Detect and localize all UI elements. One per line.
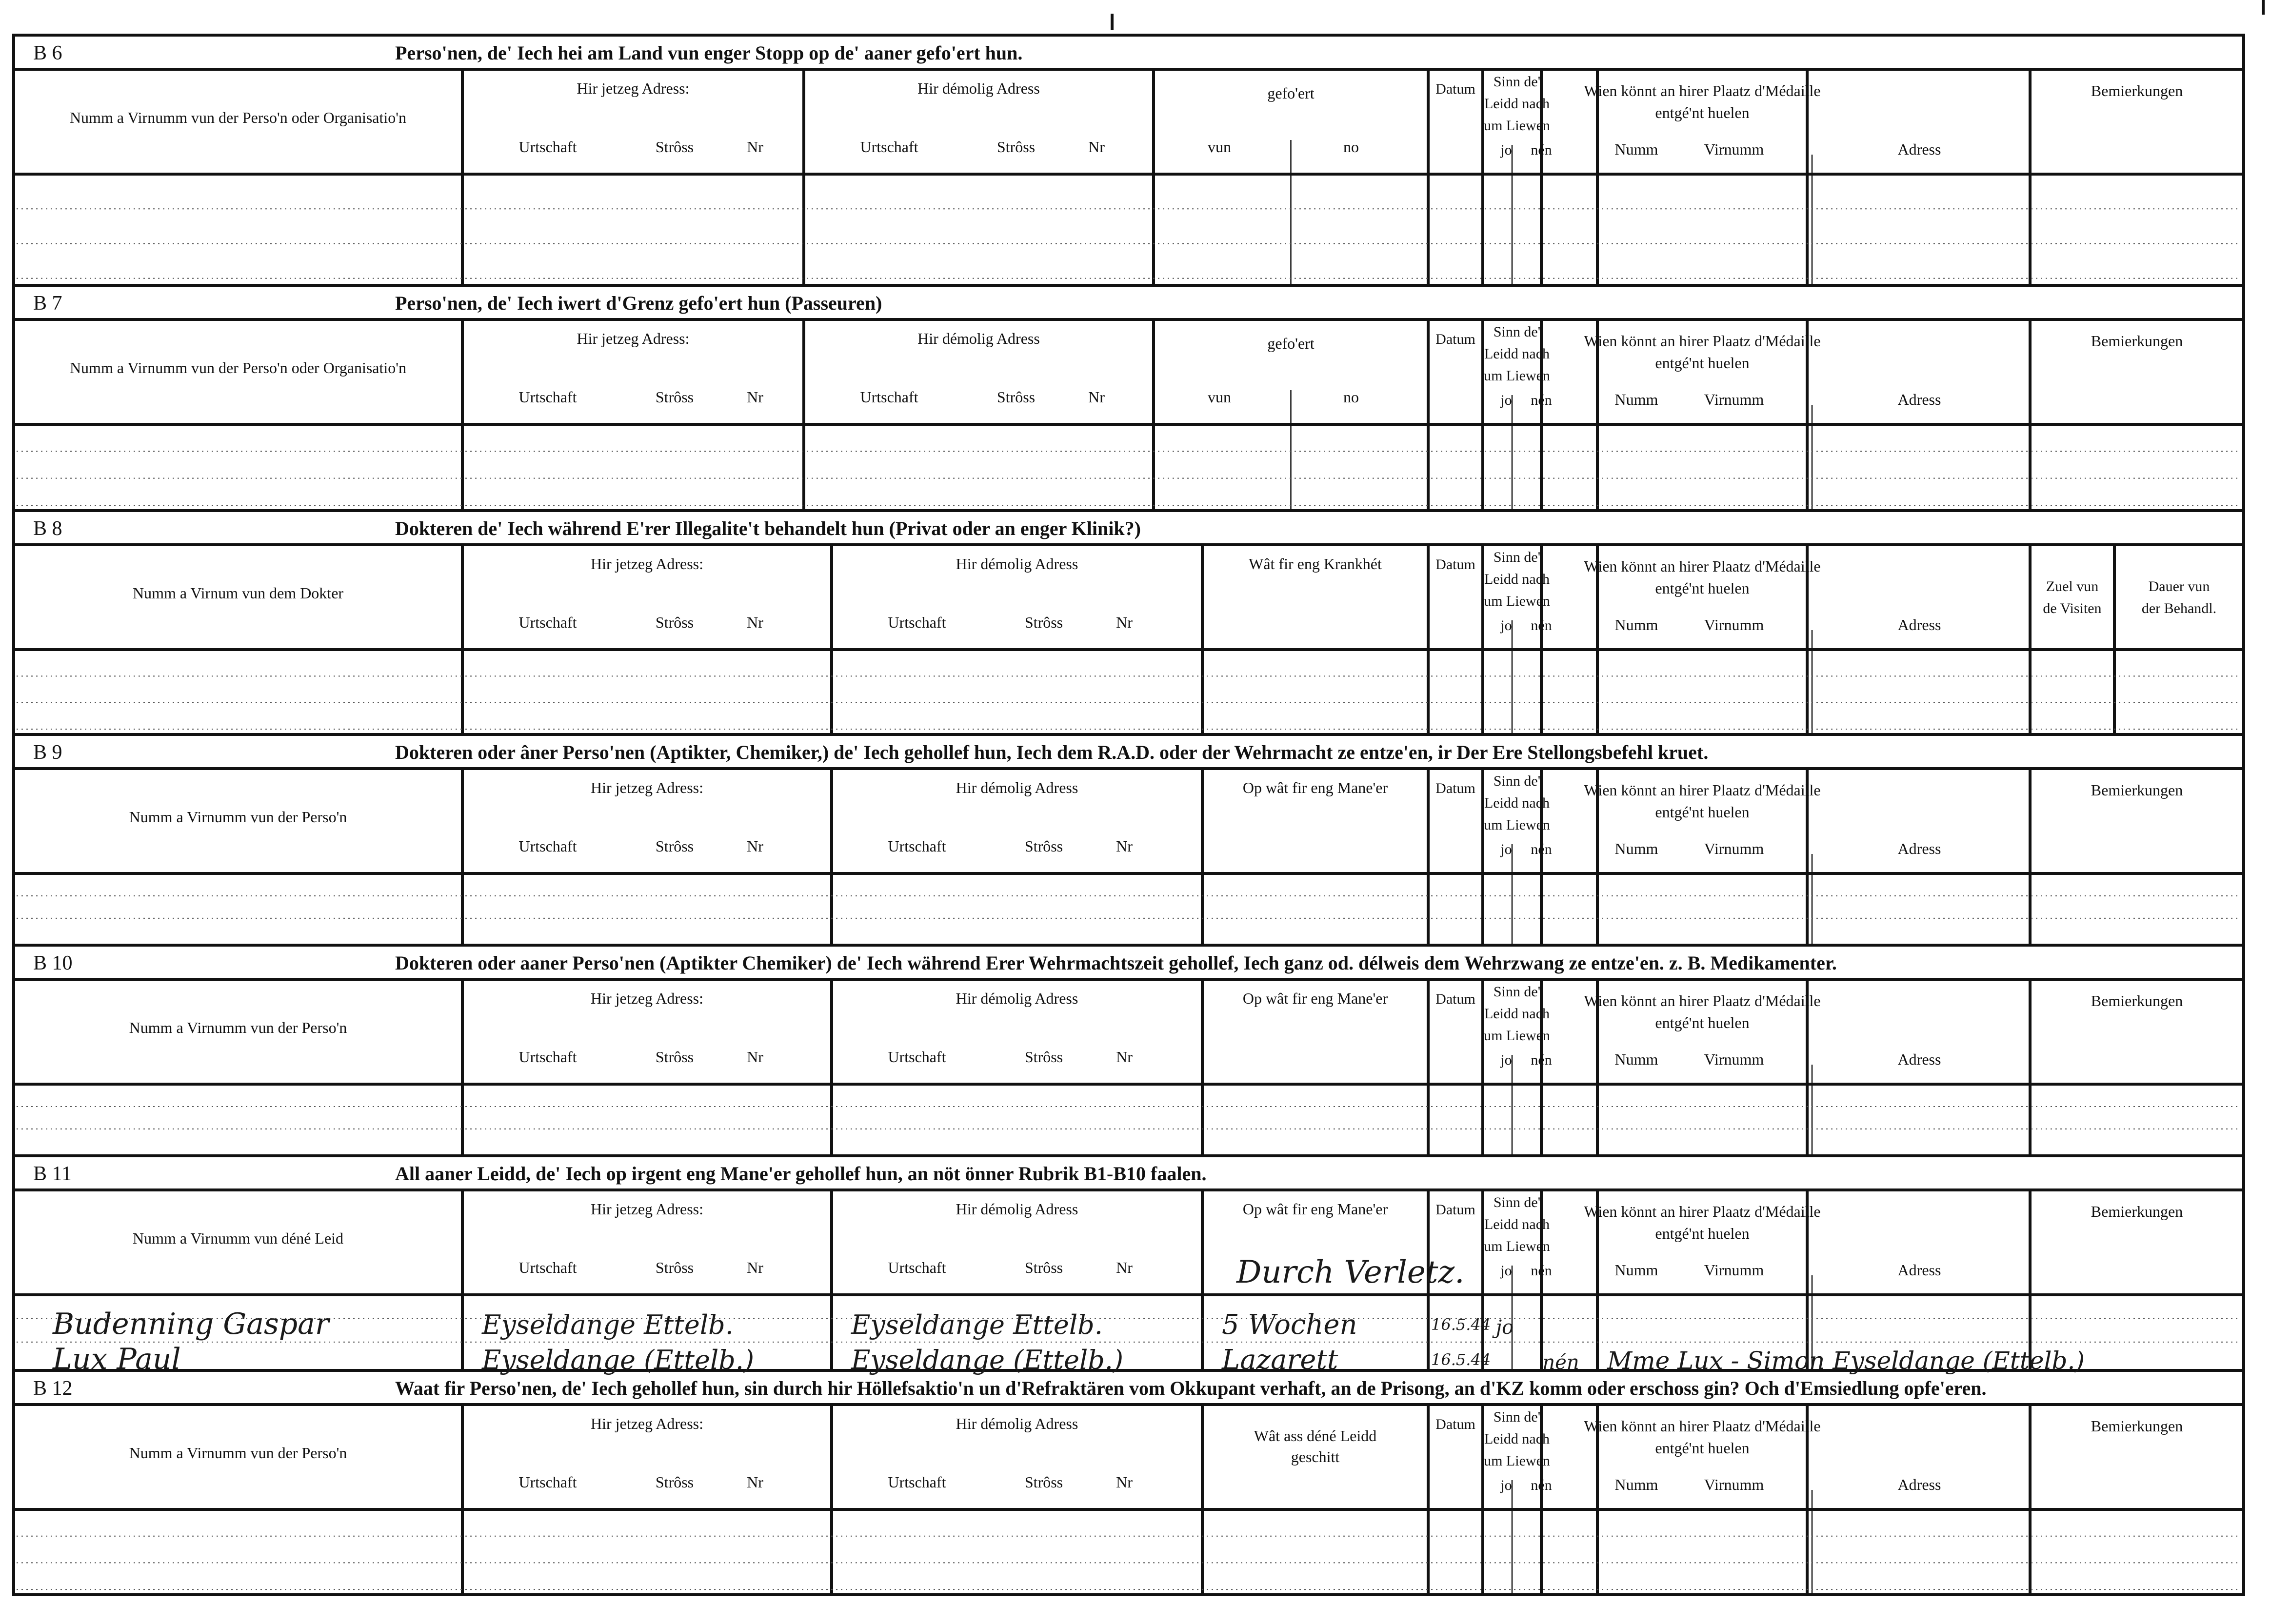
handwritten-address-now: Eyseldange (Ettelb.) <box>482 1345 755 1375</box>
jo-label: jo <box>1500 617 1512 634</box>
stross-label: Strôss <box>655 138 694 156</box>
urtschaft-label: Urtschaft <box>888 1048 946 1066</box>
stross-label: Strôss <box>655 1259 694 1276</box>
address-then-header: Hir démolig Adress <box>956 1415 1078 1432</box>
duration-header: der Behandl. <box>2141 600 2217 616</box>
medal-header: Wien könnt an hirer Plaatz d'Médaille <box>1584 1417 1821 1435</box>
remarks-header: Bemierkungen <box>2091 1203 2183 1220</box>
medal-virnumm-label: Virnumm <box>1704 1476 1764 1493</box>
handwritten-medal-recipient: Mme Lux - Simon Eyseldange (Ettelb.) <box>1607 1347 2085 1375</box>
nr-label: Nr <box>747 837 763 855</box>
medal-numm-label: Numm <box>1614 1050 1658 1068</box>
urtschaft-label: Urtschaft <box>518 614 577 631</box>
section-code: B 8 <box>33 517 62 540</box>
medal-header: Wien könnt an hirer Plaatz d'Médaille <box>1584 82 1821 99</box>
urtschaft-label: Urtschaft <box>860 138 918 156</box>
nr-label: Nr <box>1088 138 1105 156</box>
urtschaft-label: Urtschaft <box>518 1048 577 1066</box>
no-label: no <box>1343 138 1359 156</box>
section-code: B 9 <box>33 741 62 764</box>
medal-header: Wien könnt an hirer Plaatz d'Médaille <box>1584 781 1821 799</box>
alive-header: um Liewen <box>1484 118 1550 134</box>
alive-header: um Liewen <box>1484 1238 1550 1254</box>
nr-label: Nr <box>747 1473 763 1491</box>
address-now-header: Hir jetzeg Adress: <box>590 1200 704 1218</box>
nr-label: Nr <box>1116 614 1133 631</box>
medal-numm-label: Numm <box>1614 1261 1658 1279</box>
urtschaft-label: Urtschaft <box>888 1473 946 1491</box>
datum-header: Datum <box>1435 556 1475 573</box>
medal-header: entgé'nt huelen <box>1655 803 1750 821</box>
medal-numm-label: Numm <box>1614 1476 1658 1493</box>
address-then-header: Hir démolig Adress <box>956 990 1078 1007</box>
name-column-header: Numm a Virnumm vun der Perso'n <box>129 808 347 826</box>
vun-label: vun <box>1208 388 1231 406</box>
datum-header: Datum <box>1435 780 1475 796</box>
name-column-header: Numm a Virnumm vun der Perso'n <box>129 1019 347 1036</box>
medal-header: Wien könnt an hirer Plaatz d'Médaille <box>1584 1203 1821 1220</box>
nr-label: Nr <box>1116 1048 1133 1066</box>
datum-header: Datum <box>1435 81 1475 97</box>
medal-numm-label: Numm <box>1614 840 1658 857</box>
remarks-header: Bemierkungen <box>2091 1417 2183 1435</box>
datum-header: Datum <box>1435 991 1475 1007</box>
handwritten-manner-heading: Durch Verletz. <box>1236 1254 1465 1290</box>
medal-numm-label: Numm <box>1614 616 1658 634</box>
handwritten-manner: 5 Wochen <box>1222 1309 1357 1341</box>
gefoert-header: gefo'ert <box>1267 84 1315 102</box>
name-column-header: Numm a Virnumm vun der Perso'n oder Organisatio'n <box>69 109 407 126</box>
medal-numm-label: Numm <box>1614 140 1658 158</box>
medal-virnumm-label: Virnumm <box>1704 1050 1764 1068</box>
jo-label: jo <box>1500 142 1512 158</box>
section-title: All aaner Leidd, de' Iech op irgent eng Mane'er gehollef hun, an nöt önner Rubrik B1-B10 faalen. <box>395 1163 1207 1185</box>
alive-header: Sinn de' <box>1493 1409 1541 1425</box>
section-code: B 6 <box>33 42 62 64</box>
manner-header: geschitt <box>1291 1448 1340 1466</box>
medal-adress-label: Adress <box>1897 140 1941 158</box>
medal-header: entgé'nt huelen <box>1655 579 1750 597</box>
medal-virnumm-label: Virnumm <box>1704 840 1764 857</box>
name-column-header: Numm a Virnumm vun der Perso'n oder Organisatio'n <box>69 359 407 376</box>
manner-header: Wât ass déné Leidd <box>1254 1427 1377 1445</box>
nr-label: Nr <box>747 1259 763 1276</box>
duration-header: Dauer vun <box>2148 578 2210 594</box>
name-column-header: Numm a Virnumm vun déné Leid <box>132 1229 344 1247</box>
address-then-header: Hir démolig Adress <box>956 555 1078 573</box>
medal-header: Wien könnt an hirer Plaatz d'Médaille <box>1584 992 1821 1010</box>
nr-label: Nr <box>747 138 763 156</box>
alive-header: um Liewen <box>1484 1028 1550 1044</box>
nr-label: Nr <box>747 614 763 631</box>
medal-header: entgé'nt huelen <box>1655 354 1750 372</box>
nen-label: nén <box>1531 617 1552 634</box>
jo-label: jo <box>1500 1263 1512 1279</box>
urtschaft-label: Urtschaft <box>518 1473 577 1491</box>
remarks-header: Bemierkungen <box>2091 781 2183 799</box>
alive-header: um Liewen <box>1484 368 1550 384</box>
section-title: Dokteren oder aaner Perso'nen (Aptikter Chemiker) de' Iech während Erer Wehrmachtszeit gehollef, Iech ganz od. délweis dem Wehrzwang ze entze'en. z. B. Medikamenter. <box>395 952 1837 974</box>
medal-adress-label: Adress <box>1897 391 1941 408</box>
alive-header: Leidd nach <box>1484 795 1550 811</box>
medal-header: entgé'nt huelen <box>1655 104 1750 121</box>
alive-header: um Liewen <box>1484 593 1550 609</box>
address-then-header: Hir démolig Adress <box>917 330 1040 347</box>
remarks-header: Bemierkungen <box>2091 82 2183 99</box>
name-column-header: Numm a Virnum vun dem Dokter <box>132 584 344 602</box>
jo-label: jo <box>1500 1052 1512 1068</box>
datum-header: Datum <box>1435 1202 1475 1218</box>
remarks-header: Bemierkungen <box>2091 332 2183 350</box>
medal-adress-label: Adress <box>1897 616 1941 634</box>
alive-header: Leidd nach <box>1484 346 1550 362</box>
nr-label: Nr <box>1088 388 1105 406</box>
nr-label: Nr <box>1116 837 1133 855</box>
urtschaft-label: Urtschaft <box>888 837 946 855</box>
alive-header: Sinn de' <box>1493 773 1541 789</box>
alive-header: Leidd nach <box>1484 96 1550 112</box>
nen-label: nén <box>1531 841 1552 857</box>
nr-label: Nr <box>747 1048 763 1066</box>
nr-label: Nr <box>1116 1259 1133 1276</box>
stross-label: Strôss <box>1024 837 1063 855</box>
visits-header: Zuel vun <box>2046 578 2099 594</box>
medal-header: Wien könnt an hirer Plaatz d'Médaille <box>1584 332 1821 350</box>
alive-header: Leidd nach <box>1484 1431 1550 1447</box>
nr-label: Nr <box>1116 1473 1133 1491</box>
datum-header: Datum <box>1435 1416 1475 1432</box>
address-then-header: Hir démolig Adress <box>956 779 1078 796</box>
urtschaft-label: Urtschaft <box>888 614 946 631</box>
stross-label: Strôss <box>996 138 1036 156</box>
address-then-header: Hir démolig Adress <box>956 1200 1078 1218</box>
handwritten-date: 16.5.44 <box>1431 1350 1491 1369</box>
medal-virnumm-label: Virnumm <box>1704 616 1764 634</box>
address-now-header: Hir jetzeg Adress: <box>577 79 690 97</box>
section-code: B 12 <box>33 1377 73 1400</box>
stross-label: Strôss <box>1024 1259 1063 1276</box>
urtschaft-label: Urtschaft <box>518 1259 577 1276</box>
stross-label: Strôss <box>1024 614 1063 631</box>
medal-header: entgé'nt huelen <box>1655 1014 1750 1031</box>
address-now-header: Hir jetzeg Adress: <box>590 555 704 573</box>
section-title: Waat fir Perso'nen, de' Iech gehollef hun, sin durch hir Höllefsaktio'n un d'Refraktären vom Okkupant verhaft, an de Prisong, an d'KZ komm oder erschoss gin? Och d'Emsiedlung opfe'eren. <box>395 1377 1987 1399</box>
urtschaft-label: Urtschaft <box>518 138 577 156</box>
medal-virnumm-label: Virnumm <box>1704 1261 1764 1279</box>
medal-virnumm-label: Virnumm <box>1704 391 1764 408</box>
manner-header: Op wât fir eng Mane'er <box>1242 1200 1388 1218</box>
nen-label: nén <box>1531 1052 1552 1068</box>
stross-label: Strôss <box>655 614 694 631</box>
manner-header: Op wât fir eng Mane'er <box>1242 990 1388 1007</box>
handwritten-alive: jo <box>1495 1316 1514 1339</box>
stross-label: Strôss <box>655 1048 694 1066</box>
handwritten-date: 16.5.44 <box>1431 1315 1491 1334</box>
medal-adress-label: Adress <box>1897 1050 1941 1068</box>
medal-adress-label: Adress <box>1897 1476 1941 1493</box>
alive-header: um Liewen <box>1484 1453 1550 1469</box>
manner-header: Wât fir eng Krankhét <box>1249 555 1382 573</box>
section-title: Perso'nen, de' Iech hei am Land vun enger Stopp op de' aaner gefo'ert hun. <box>395 42 1023 64</box>
medal-virnumm-label: Virnumm <box>1704 140 1764 158</box>
nen-label: nén <box>1531 142 1552 158</box>
nen-label: nén <box>1531 1263 1552 1279</box>
stross-label: Strôss <box>1024 1473 1063 1491</box>
datum-header: Datum <box>1435 331 1475 347</box>
medal-header: entgé'nt huelen <box>1655 1225 1750 1242</box>
vun-label: vun <box>1208 138 1231 156</box>
handwritten-manner: Lazarett <box>1222 1344 1338 1376</box>
stross-label: Strôss <box>655 388 694 406</box>
gefoert-header: gefo'ert <box>1267 335 1315 352</box>
section-title: Dokteren oder âner Perso'nen (Aptikter, Chemiker,) de' Iech gehollef hun, Iech dem R.A.D. oder der Wehrmacht ze entze'en, ir Der Ere Stellongsbefehl kruet. <box>395 741 1709 763</box>
medal-numm-label: Numm <box>1614 391 1658 408</box>
alive-header: Leidd nach <box>1484 1216 1550 1232</box>
urtschaft-label: Urtschaft <box>518 388 577 406</box>
nen-label: nén <box>1531 392 1552 408</box>
alive-header: um Liewen <box>1484 817 1550 833</box>
medal-header: entgé'nt huelen <box>1655 1439 1750 1457</box>
manner-header: Op wât fir eng Mane'er <box>1242 779 1388 796</box>
section-code: B 11 <box>33 1163 72 1185</box>
address-now-header: Hir jetzeg Adress: <box>577 330 690 347</box>
handwritten-address-now: Eyseldange Ettelb. <box>482 1309 734 1340</box>
stross-label: Strôss <box>655 1473 694 1491</box>
alive-header: Sinn de' <box>1493 1194 1541 1210</box>
urtschaft-label: Urtschaft <box>518 837 577 855</box>
handwritten-address-then: Eyseldange (Ettelb.) <box>851 1345 1124 1375</box>
alive-header: Sinn de' <box>1493 74 1541 90</box>
section-title: Perso'nen, de' Iech iwert d'Grenz gefo'ert hun (Passeuren) <box>395 292 882 314</box>
alive-header: Sinn de' <box>1493 549 1541 565</box>
address-now-header: Hir jetzeg Adress: <box>590 990 704 1007</box>
section-code: B 7 <box>33 292 62 315</box>
alive-header: Sinn de' <box>1493 984 1541 1000</box>
no-label: no <box>1343 388 1359 406</box>
stross-label: Strôss <box>1024 1048 1063 1066</box>
medal-adress-label: Adress <box>1897 840 1941 857</box>
urtschaft-label: Urtschaft <box>860 388 918 406</box>
stross-label: Strôss <box>655 837 694 855</box>
handwritten-address-then: Eyseldange Ettelb. <box>851 1309 1103 1340</box>
address-then-header: Hir démolig Adress <box>917 79 1040 97</box>
handwritten-name: Lux Paul <box>53 1342 181 1376</box>
urtschaft-label: Urtschaft <box>888 1259 946 1276</box>
nen-label: nén <box>1531 1477 1552 1493</box>
jo-label: jo <box>1500 841 1512 857</box>
stross-label: Strôss <box>996 388 1036 406</box>
alive-header: Leidd nach <box>1484 1006 1550 1022</box>
section-title: Dokteren de' Iech während E'rer Illegalite't behandelt hun (Privat oder an enger Klinik?) <box>395 517 1141 539</box>
name-column-header: Numm a Virnumm vun der Perso'n <box>129 1444 347 1462</box>
nr-label: Nr <box>747 388 763 406</box>
address-now-header: Hir jetzeg Adress: <box>590 1415 704 1432</box>
visits-header: de Visiten <box>2043 600 2102 616</box>
alive-header: Leidd nach <box>1484 571 1550 587</box>
remarks-header: Bemierkungen <box>2091 992 2183 1010</box>
jo-label: jo <box>1500 1477 1512 1493</box>
medal-header: Wien könnt an hirer Plaatz d'Médaille <box>1584 557 1821 575</box>
jo-label: jo <box>1500 392 1512 408</box>
handwritten-name: Budenning Gaspar <box>53 1307 329 1341</box>
section-code: B 10 <box>33 952 73 974</box>
handwritten-alive: nén <box>1542 1351 1579 1374</box>
address-now-header: Hir jetzeg Adress: <box>590 779 704 796</box>
alive-header: Sinn de' <box>1493 324 1541 340</box>
medal-adress-label: Adress <box>1897 1261 1941 1279</box>
